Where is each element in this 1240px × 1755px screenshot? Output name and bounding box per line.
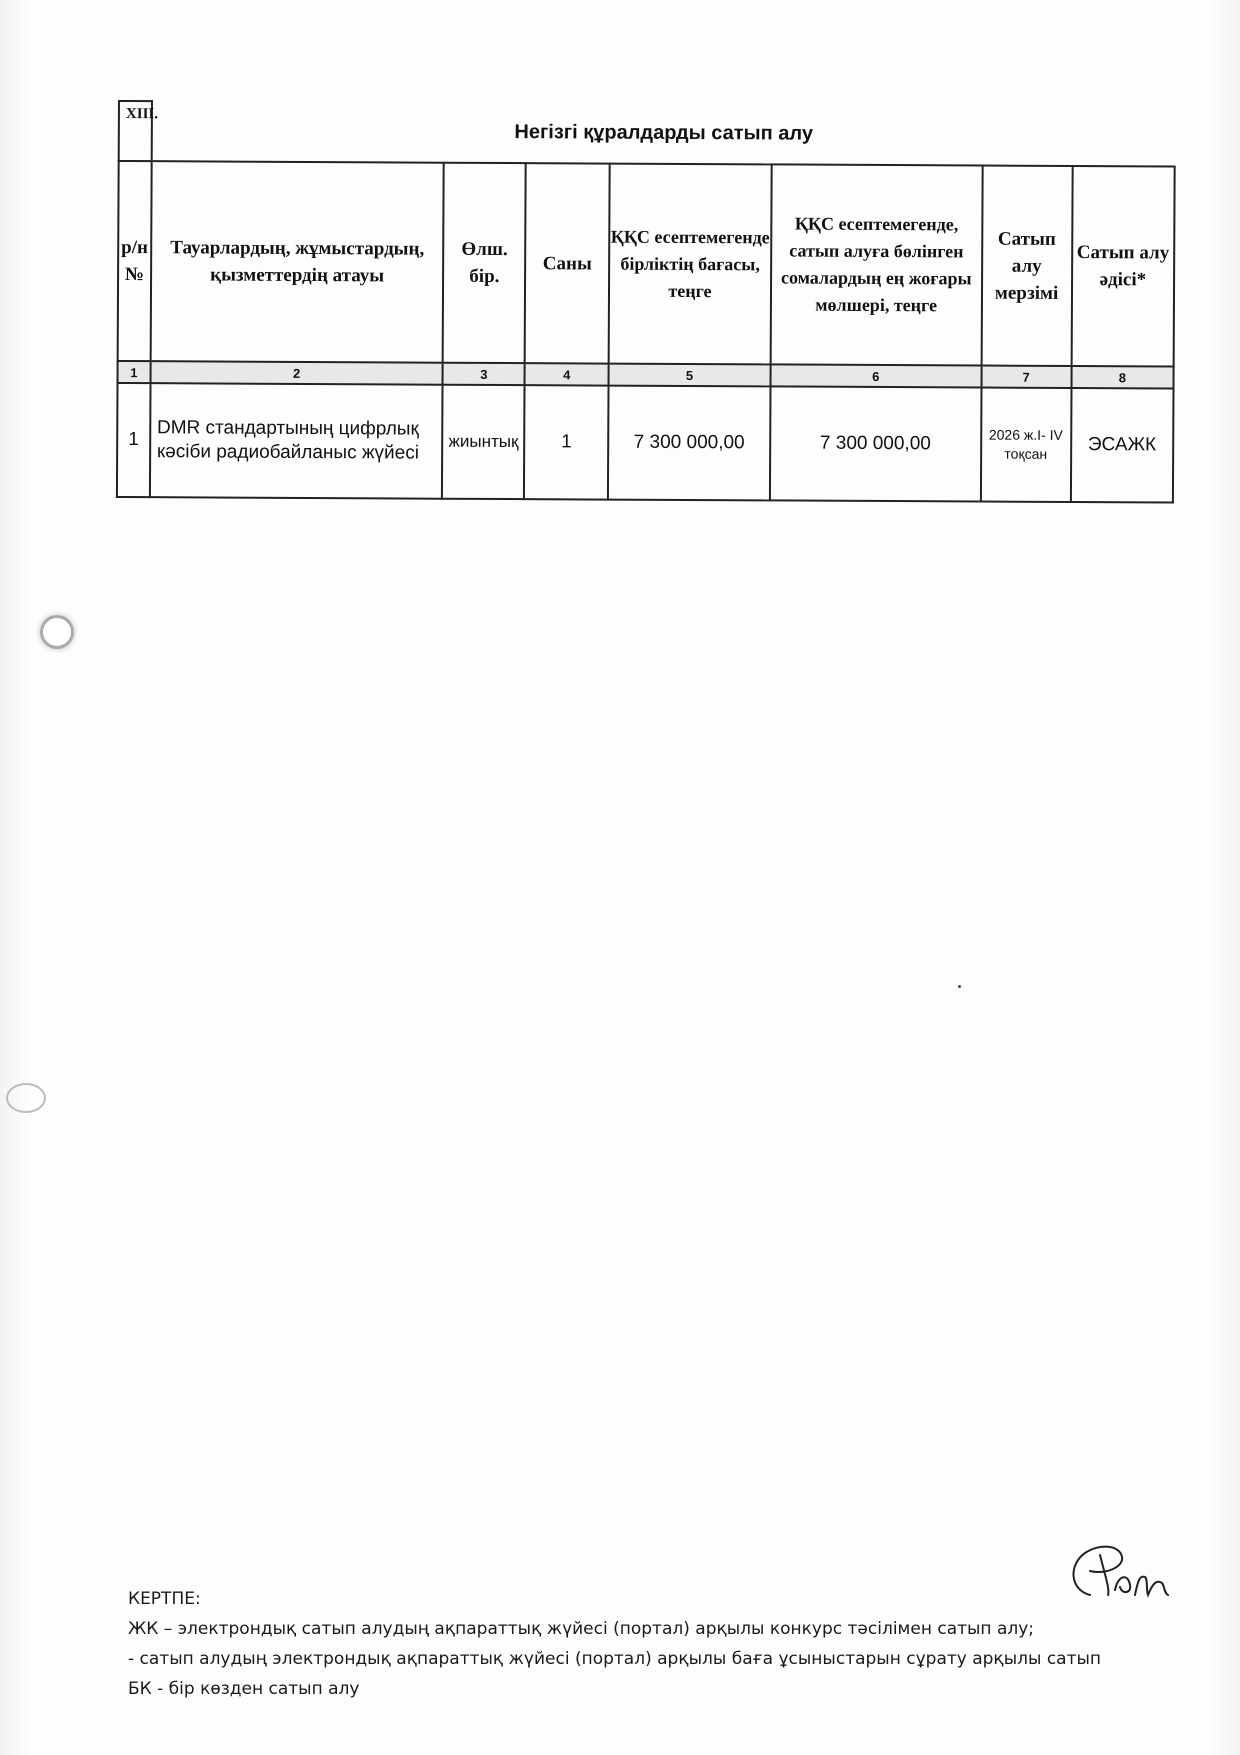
notes-heading: КЕРТПЕ: [128,1589,201,1609]
note-line: БК - бір көзден сатып алу [128,1679,360,1699]
column-number: 7 [981,366,1071,388]
column-number: 3 [443,363,525,385]
punch-hole [40,615,74,649]
column-number: 8 [1071,366,1173,389]
note-line: ЖК – электрондық сатып алудың ақпараттық жүйесі (портал) арқылы конкурс тәсілімен сатып алу; [128,1619,1035,1639]
header-total: ҚҚС есептемегенде, сатып алуға бөлінген сомалардың ең жоғары мөлшері, теңге [770,164,982,365]
row-method: ЭСАЖК [1071,388,1174,503]
row-total: 7 300 000,00 [770,386,981,501]
column-number: 2 [150,361,443,385]
section-row [119,101,1175,167]
scan-speck [958,985,961,988]
notes-block [128,1584,1101,1704]
header-unit: Өлш. бір. [443,163,526,363]
header-term: Сатып алу мерзімі [981,166,1072,366]
row-name: DMR стандартының цифрлық кәсіби радиобайланыс жүйесі [150,383,443,499]
section-title: Негізгі құралдарды сатып алу [151,101,1175,166]
header-method: Сатып алу әдісі* [1071,166,1174,367]
row-num: 1 [117,383,150,497]
handwritten-signature [1060,1535,1180,1605]
column-number: 6 [770,364,981,387]
section-number: XIII. [119,101,152,161]
column-number: 5 [609,364,771,387]
header-row [118,161,1175,367]
row-term: 2026 ж.I- IV тоқсан [981,388,1072,502]
header-price: ҚҚС есептемегенде бірліктің бағасы, теңге [609,164,772,365]
row-qty: 1 [524,385,609,499]
procurement-table [116,100,1176,504]
row-unit: жиынтық [442,385,524,499]
table-row [117,383,1174,503]
column-number: 1 [118,361,151,383]
header-num: р/н № [118,161,152,361]
row-price: 7 300 000,00 [608,386,770,501]
punch-hole [6,1083,46,1113]
header-qty: Саны [525,163,610,363]
column-number: 4 [525,363,609,385]
header-name: Тауарлардың, жұмыстардың, қызметтердің атауы [150,161,444,363]
note-line: - сатып алудың электрондық ақпараттық жүйесі (портал) арқылы баға ұсыныстарын сұрату арқылы сатып [128,1649,1102,1669]
